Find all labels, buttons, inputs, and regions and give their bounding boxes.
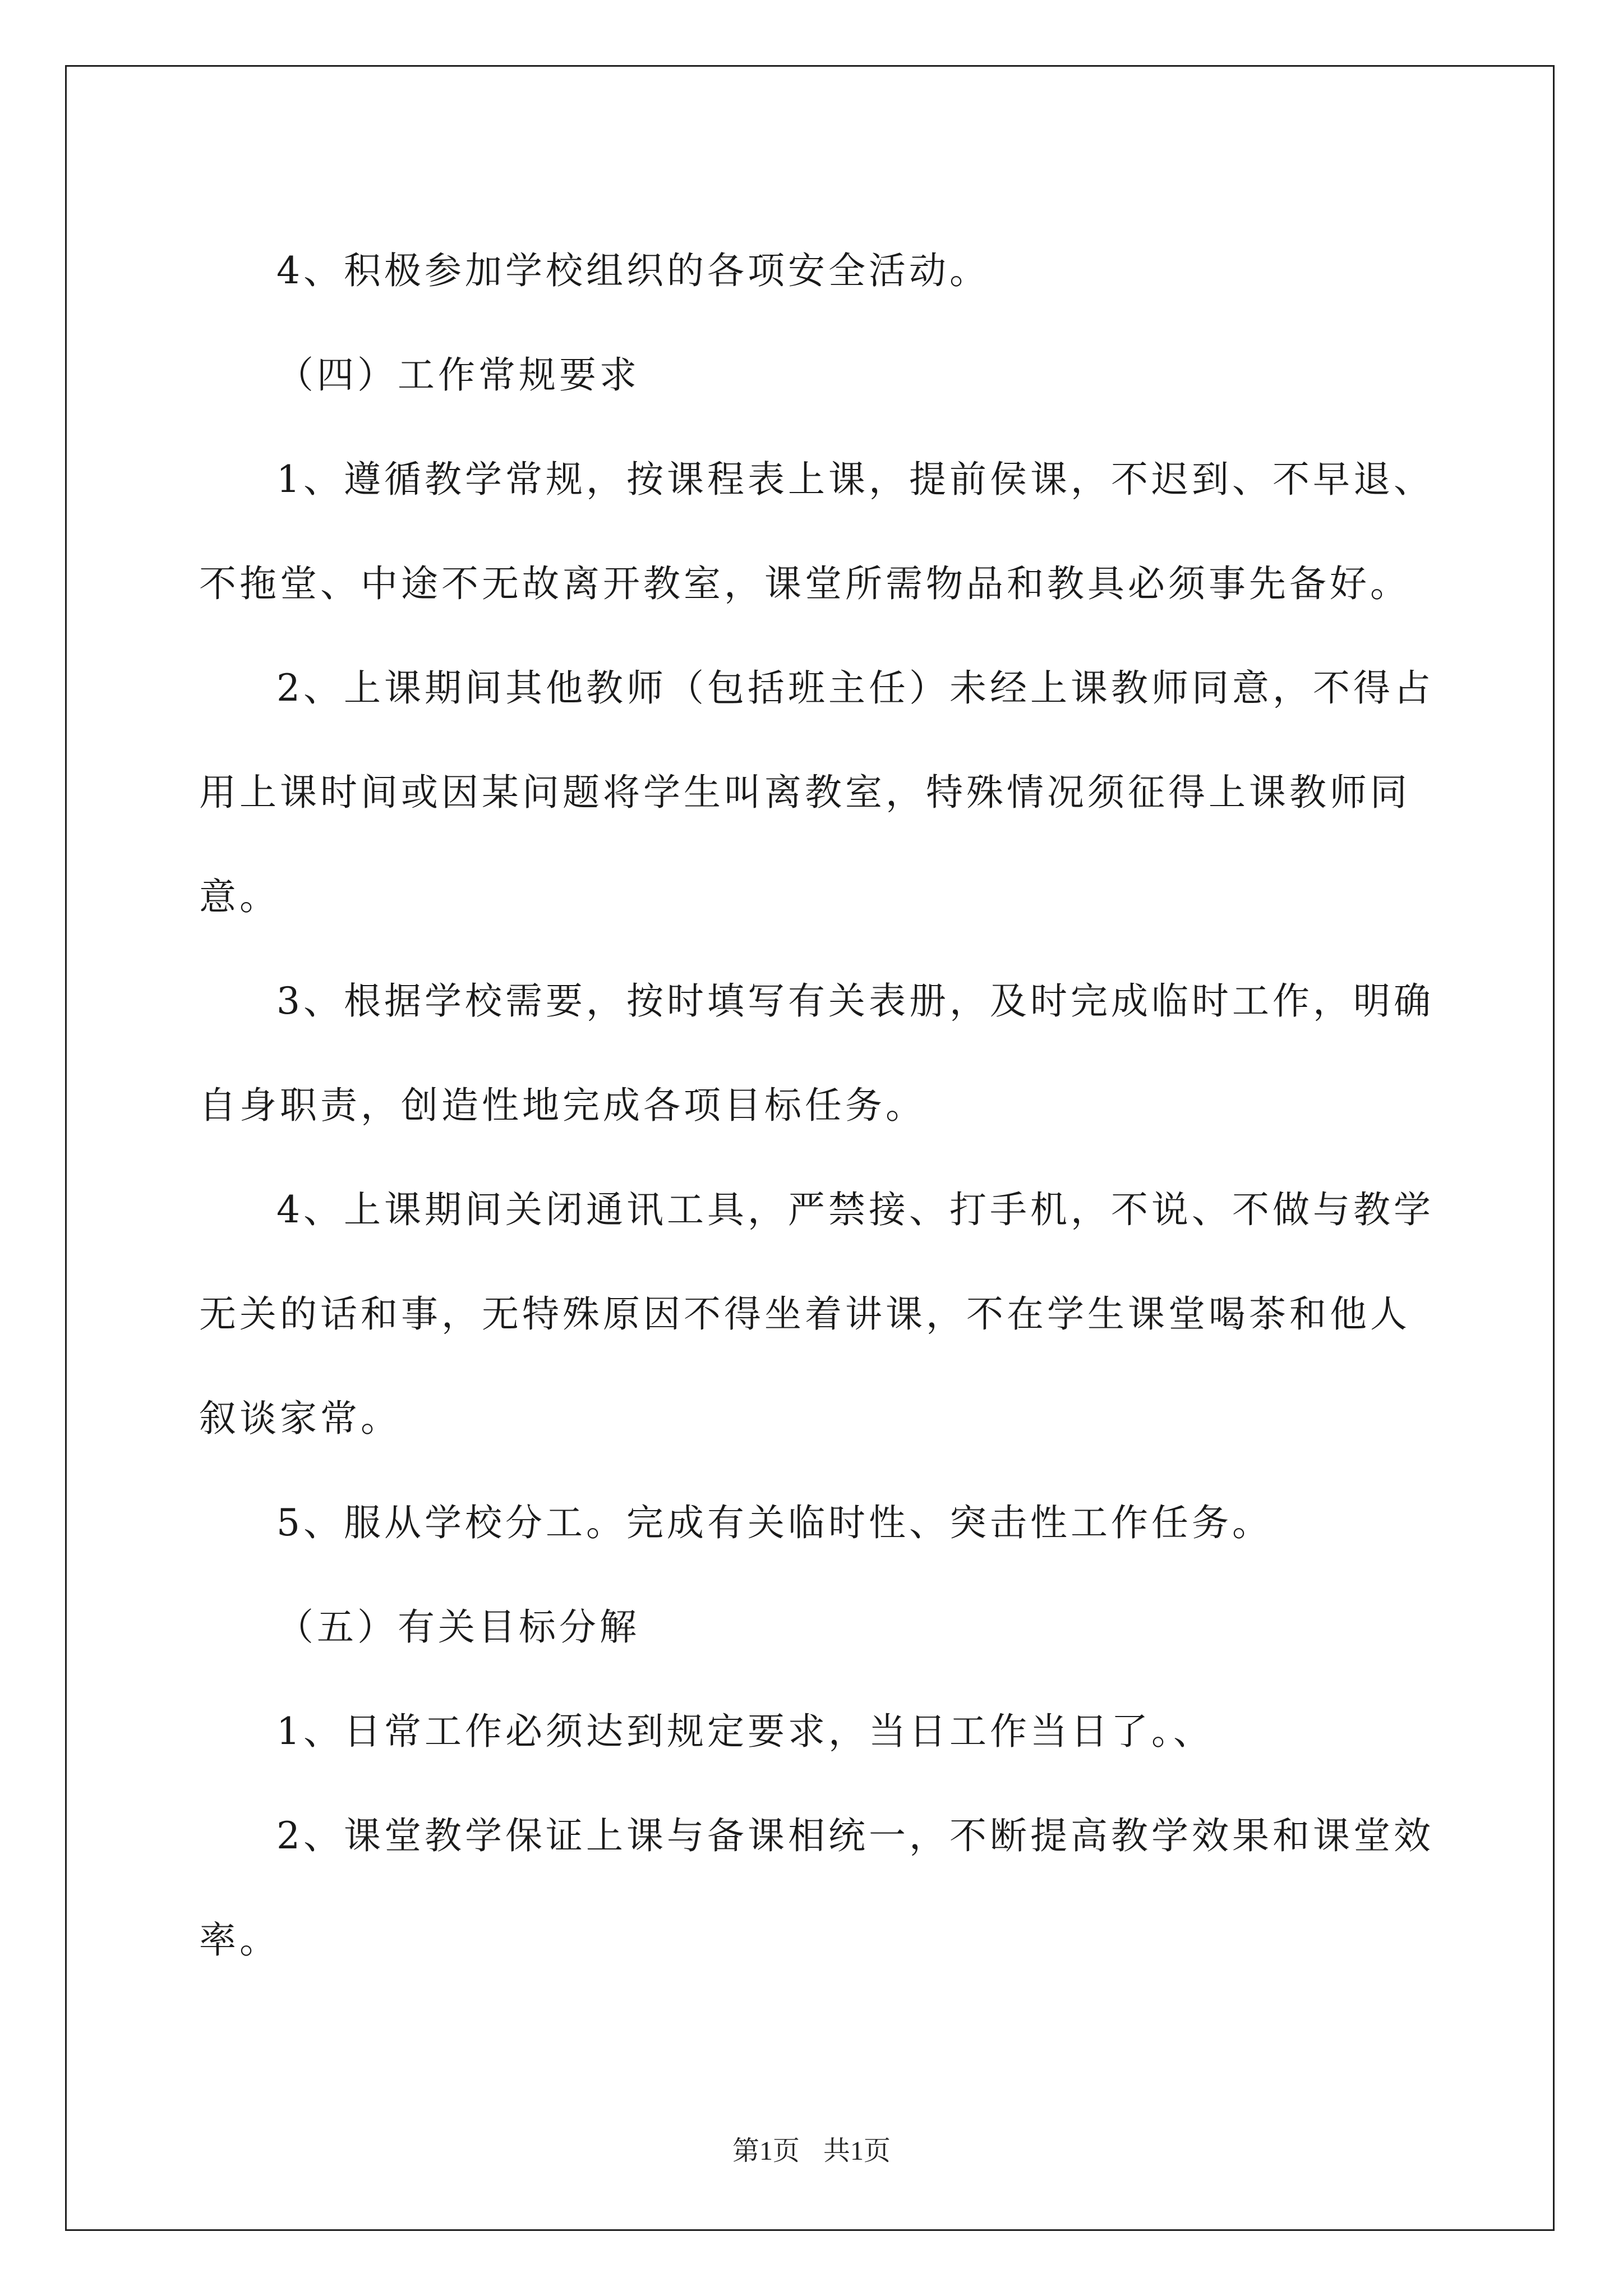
text-line: 叙谈家常。 — [199, 1397, 401, 1440]
text-line: 率。 — [199, 1918, 280, 1962]
page-number: 第1页 — [732, 2136, 800, 2166]
text-line: 用上课时间或因某问题将学生叫离教室，特殊情况须征得上课教师同 — [199, 771, 1410, 814]
text-line: 5、服从学校分工。完成有关临时性、突击性工作任务。 — [276, 1501, 1272, 1544]
page-footer — [0, 2129, 1623, 2168]
text-line: 自身职责，创造性地完成各项目标任务。 — [199, 1084, 926, 1127]
text-line: 不拖堂、中途不无故离开教室，课堂所需物品和教具必须事先备好。 — [199, 562, 1410, 605]
text-line: 1、日常工作必须达到规定要求，当日工作当日了。、 — [276, 1710, 1214, 1753]
section-heading: （五）有关目标分解 — [276, 1605, 640, 1649]
page-total: 共1页 — [823, 2136, 891, 2166]
text-line: 2、课堂教学保证上课与备课相统一，不断提高教学效果和课堂效 — [276, 1814, 1434, 1857]
document-body — [199, 219, 1495, 1993]
text-line: 4、上课期间关闭通讯工具，严禁接、打手机，不说、不做与教学 — [276, 1188, 1434, 1231]
text-line: 2、上课期间其他教师（包括班主任）未经上课教师同意，不得占 — [276, 666, 1434, 710]
section-heading: （四）工作常规要求 — [276, 353, 640, 397]
text-line: 1、遵循教学常规，按课程表上课，提前侯课，不迟到、不早退、 — [276, 458, 1434, 501]
text-line: 4、积极参加学校组织的各项安全活动。 — [276, 249, 990, 292]
text-line: 3、根据学校需要，按时填写有关表册，及时完成临时工作，明确 — [276, 979, 1434, 1023]
text-line: 意。 — [199, 875, 280, 918]
text-line: 无关的话和事，无特殊原因不得坐着讲课，不在学生课堂喝茶和他人 — [199, 1292, 1410, 1336]
